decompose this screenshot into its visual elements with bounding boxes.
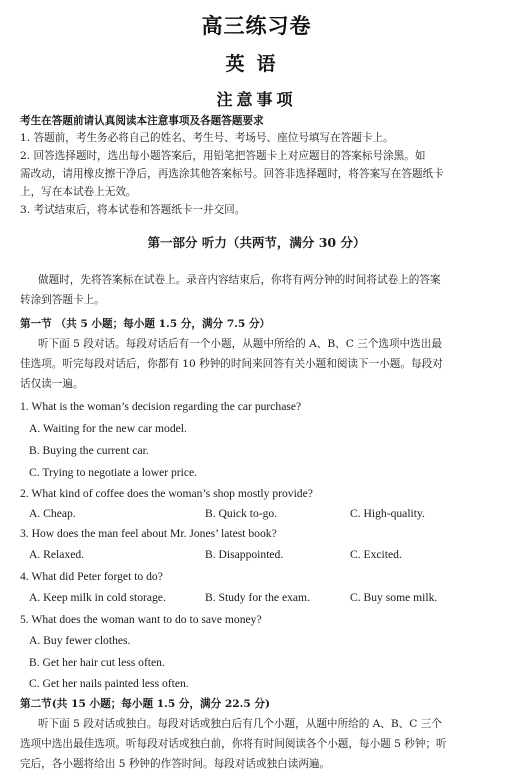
question-4-option-b: B. Study for the exam. bbox=[205, 591, 310, 604]
instruction-item-2-line-1: 2. 回答选择题时，选出每小题答案后，用铅笔把答题卡上对应题目的答案标号涂黑。如 bbox=[20, 150, 426, 162]
part1-intro-line-2: 转涂到答题卡上。 bbox=[20, 294, 105, 306]
instruction-item-1: 1. 答题前，考生务必将自己的姓名、考生号、考场号、座位号填写在答题卡上。 bbox=[20, 132, 394, 144]
part1-intro-line-1: 做题时，先将答案标在试卷上。录音内容结束后，你将有两分钟的时间将试卷上的答案 bbox=[38, 274, 441, 286]
instruction-item-2-line-3: 上，写在本试卷上无效。 bbox=[20, 186, 137, 198]
question-5-option-a: A. Buy fewer clothes. bbox=[29, 634, 131, 647]
section2-intro-line-3: 完后，各小题将给出 5 秒钟的作答时间。每段对话或独白读两遍。 bbox=[20, 758, 331, 770]
part1-heading: 第一部分 听力（共两节，满分 30 分） bbox=[147, 235, 366, 250]
question-1: 1. What is the woman’s decision regarding the car purchase? bbox=[20, 400, 302, 413]
notice-title: 注意事项 bbox=[216, 90, 297, 109]
section1-intro-line-3: 话仅读一遍。 bbox=[20, 378, 84, 390]
section1-intro-line-1: 听下面 5 段对话。每段对话后有一个小题，从题中所给的 A、B、C 三个选项中选出最 bbox=[38, 338, 442, 350]
question-2: 2. What kind of coffee does the woman’s shop mostly provide? bbox=[20, 487, 313, 500]
question-4: 4. What did Peter forget to do? bbox=[20, 570, 163, 583]
subject-title: 英语 bbox=[225, 53, 288, 75]
question-3-option-b: B. Disappointed. bbox=[205, 548, 284, 561]
section2-intro-line-2: 选项中选出最佳选项。听每段对话或独白前，你将有时间阅读各个小题，每小题 5 秒钟；听 bbox=[20, 738, 447, 750]
question-3-option-c: C. Excited. bbox=[350, 548, 402, 561]
instruction-item-2-line-2: 需改动，请用橡皮擦干净后，再选涂其他答案标号。回答非选择题时，将答案写在答题纸卡 bbox=[20, 168, 444, 180]
question-1-option-c: C. Trying to negotiate a lower price. bbox=[29, 466, 198, 479]
section2-intro-line-1: 听下面 5 段对话或独白。每段对话或独白后有几个小题，从题中所给的 A、B、C 三个 bbox=[38, 718, 442, 730]
question-5: 5. What does the woman want to do to save money? bbox=[20, 613, 262, 626]
question-5-option-c: C. Get her nails painted less often. bbox=[29, 677, 189, 690]
question-3-option-a: A. Relaxed. bbox=[29, 548, 85, 561]
question-2-option-b: B. Quick to-go. bbox=[205, 507, 278, 520]
question-1-option-b: B. Buying the current car. bbox=[29, 444, 149, 457]
exam-title: 高三练习卷 bbox=[201, 13, 312, 38]
section2-heading: 第二节(共 15 小题；每小题 1.5 分，满分 22.5 分) bbox=[20, 698, 271, 710]
question-2-option-a: A. Cheap. bbox=[29, 507, 76, 520]
section1-heading: 第一节 （共 5 小题；每小题 1.5 分，满分 7.5 分） bbox=[20, 318, 271, 330]
question-2-option-c: C. High-quality. bbox=[350, 507, 425, 520]
section1-intro-line-2: 佳选项。听完每段对话后，你都有 10 秒钟的时间来回答有关小题和阅读下一小题。每段对 bbox=[20, 358, 443, 370]
question-1-option-a: A. Waiting for the new car model. bbox=[29, 422, 187, 435]
question-4-option-a: A. Keep milk in cold storage. bbox=[29, 591, 166, 604]
question-5-option-b: B. Get her hair cut less often. bbox=[29, 656, 165, 669]
question-3: 3. How does the man feel about Mr. Jones’ latest book? bbox=[20, 527, 277, 540]
instruction-item-3: 3. 考试结束后，将本试卷和答题纸卡一并交回。 bbox=[20, 204, 246, 216]
question-4-option-c: C. Buy some milk. bbox=[350, 591, 438, 604]
instructions-heading: 考生在答题前请认真阅读本注意事项及各题答题要求 bbox=[20, 115, 264, 127]
